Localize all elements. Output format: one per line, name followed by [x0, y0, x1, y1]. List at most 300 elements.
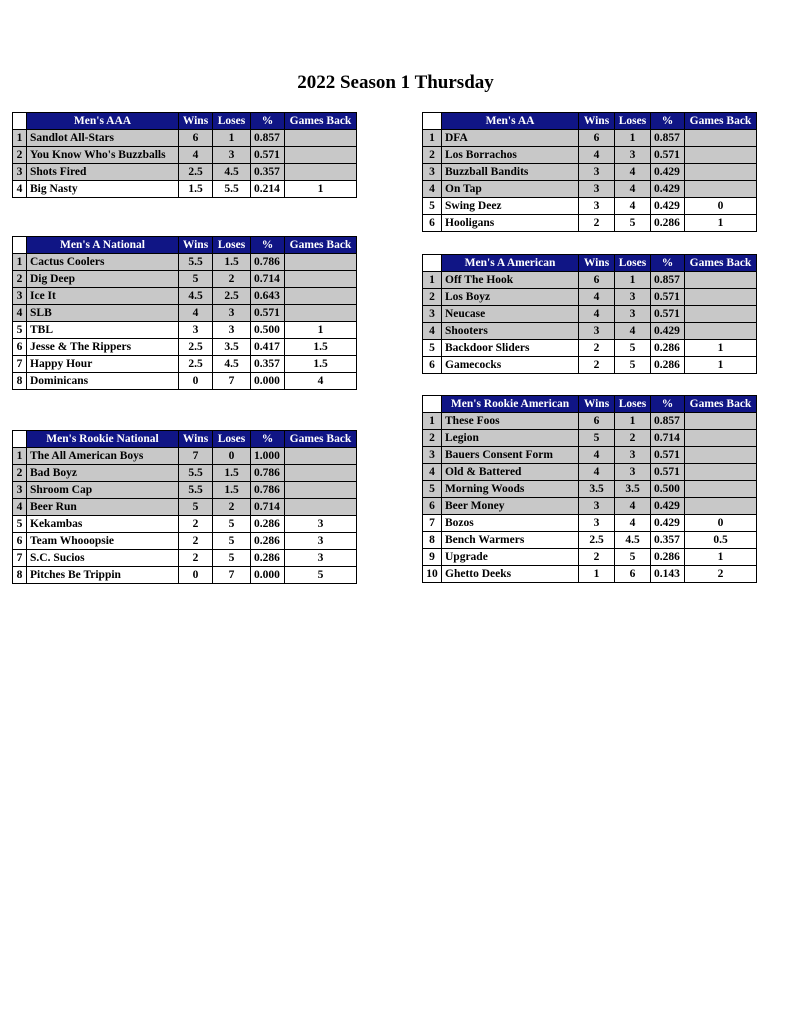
games-back-cell: 1 — [685, 215, 757, 232]
table-row — [13, 147, 357, 164]
loses-cell: 3 — [213, 322, 251, 339]
games-back-cell — [685, 164, 757, 181]
standings-table-mens-rookie-american — [422, 395, 757, 583]
loses-cell: 7 — [213, 373, 251, 390]
games-back-cell: 1 — [685, 357, 757, 374]
games-back-cell: 1 — [685, 340, 757, 357]
loses-cell: 3 — [213, 147, 251, 164]
pct-header: % — [251, 237, 285, 254]
team-name-cell: Ice It — [27, 288, 179, 305]
rank-header — [423, 255, 442, 272]
rank-cell: 3 — [13, 482, 27, 499]
team-name-cell: S.C. Sucios — [27, 550, 179, 567]
games-back-cell — [285, 254, 357, 271]
division-name: Men's Rookie American — [442, 396, 579, 413]
loses-cell: 4 — [615, 198, 651, 215]
pct-cell: 0.571 — [651, 289, 685, 306]
games-back-cell — [285, 130, 357, 147]
pct-cell: 0.143 — [651, 566, 685, 583]
pct-cell: 0.286 — [651, 357, 685, 374]
pct-cell: 0.417 — [251, 339, 285, 356]
games-back-cell: 1 — [685, 549, 757, 566]
loses-cell: 1 — [615, 130, 651, 147]
rank-header — [13, 431, 27, 448]
games-back-cell: 3 — [285, 533, 357, 550]
division-name: Men's A National — [27, 237, 179, 254]
pct-cell: 0.643 — [251, 288, 285, 305]
wins-cell: 3 — [579, 323, 615, 340]
wins-cell: 5.5 — [179, 254, 213, 271]
pct-header: % — [651, 255, 685, 272]
wins-header: Wins — [579, 113, 615, 130]
table-row — [13, 164, 357, 181]
rank-cell: 3 — [13, 164, 27, 181]
pct-cell: 0.000 — [251, 373, 285, 390]
wins-cell: 1.5 — [179, 181, 213, 198]
loses-cell: 3 — [615, 147, 651, 164]
wins-cell: 6 — [179, 130, 213, 147]
wins-header: Wins — [179, 431, 213, 448]
wins-cell: 2 — [579, 549, 615, 566]
pct-header: % — [651, 396, 685, 413]
wins-cell: 4 — [579, 464, 615, 481]
team-name-cell: Team Whooopsie — [27, 533, 179, 550]
loses-cell: 5 — [213, 550, 251, 567]
loses-cell: 4 — [615, 164, 651, 181]
games-back-cell — [685, 323, 757, 340]
team-name-cell: Bad Boyz — [27, 465, 179, 482]
loses-header: Loses — [213, 431, 251, 448]
pct-cell: 0.429 — [651, 198, 685, 215]
loses-header: Loses — [615, 255, 651, 272]
table-header-row — [13, 113, 357, 130]
rank-cell: 8 — [13, 567, 27, 584]
table-row — [423, 413, 757, 430]
wins-cell: 2 — [179, 550, 213, 567]
table-row — [13, 305, 357, 322]
games-back-cell: 3 — [285, 516, 357, 533]
rank-cell: 7 — [423, 515, 442, 532]
pct-cell: 0.429 — [651, 515, 685, 532]
team-name-cell: On Tap — [442, 181, 579, 198]
wins-cell: 6 — [579, 130, 615, 147]
pct-cell: 0.571 — [651, 464, 685, 481]
team-name-cell: Dig Deep — [27, 271, 179, 288]
table-row — [13, 130, 357, 147]
team-name-cell: Beer Money — [442, 498, 579, 515]
table-row — [423, 481, 757, 498]
loses-cell: 4 — [615, 181, 651, 198]
rank-cell: 4 — [423, 323, 442, 340]
table-row — [423, 130, 757, 147]
team-name-cell: Swing Deez — [442, 198, 579, 215]
loses-cell: 5 — [615, 549, 651, 566]
rank-cell: 4 — [13, 305, 27, 322]
wins-cell: 2 — [579, 357, 615, 374]
table-row — [423, 147, 757, 164]
wins-cell: 4 — [579, 447, 615, 464]
games-back-cell: 1 — [285, 322, 357, 339]
standings-table-mens-aa — [422, 112, 757, 232]
rank-cell: 4 — [13, 181, 27, 198]
loses-header: Loses — [615, 396, 651, 413]
games-back-header: Games Back — [285, 237, 357, 254]
rank-cell: 6 — [423, 357, 442, 374]
team-name-cell: TBL — [27, 322, 179, 339]
wins-cell: 0 — [179, 373, 213, 390]
rank-cell: 2 — [13, 271, 27, 288]
pct-cell: 0.286 — [651, 215, 685, 232]
wins-cell: 6 — [579, 272, 615, 289]
games-back-cell: 3 — [285, 550, 357, 567]
pct-cell: 0.786 — [251, 465, 285, 482]
games-back-cell — [285, 499, 357, 516]
table-row — [13, 550, 357, 567]
team-name-cell: Bauers Consent Form — [442, 447, 579, 464]
table-header-row — [423, 255, 757, 272]
team-name-cell: You Know Who's Buzzballs — [27, 147, 179, 164]
games-back-cell — [285, 147, 357, 164]
wins-header: Wins — [179, 113, 213, 130]
games-back-cell — [285, 482, 357, 499]
games-back-header: Games Back — [685, 113, 757, 130]
table-row — [13, 339, 357, 356]
rank-cell: 5 — [423, 198, 442, 215]
loses-cell: 5 — [213, 533, 251, 550]
wins-cell: 3 — [579, 164, 615, 181]
loses-cell: 0 — [213, 448, 251, 465]
team-name-cell: Cactus Coolers — [27, 254, 179, 271]
pct-cell: 0.786 — [251, 254, 285, 271]
loses-cell: 1 — [615, 272, 651, 289]
games-back-cell — [685, 130, 757, 147]
loses-cell: 2.5 — [213, 288, 251, 305]
division-name: Men's Rookie National — [27, 431, 179, 448]
team-name-cell: DFA — [442, 130, 579, 147]
games-back-cell: 0 — [685, 515, 757, 532]
pct-cell: 0.000 — [251, 567, 285, 584]
rank-cell: 1 — [423, 413, 442, 430]
wins-cell: 4 — [579, 147, 615, 164]
loses-cell: 3 — [615, 289, 651, 306]
pct-cell: 0.786 — [251, 482, 285, 499]
rank-header — [13, 237, 27, 254]
games-back-cell — [285, 465, 357, 482]
pct-cell: 0.571 — [651, 447, 685, 464]
games-back-cell — [685, 430, 757, 447]
rank-cell: 1 — [13, 254, 27, 271]
games-back-cell — [685, 272, 757, 289]
rank-header — [423, 113, 442, 130]
rank-cell: 6 — [423, 498, 442, 515]
games-back-cell: 2 — [685, 566, 757, 583]
table-row — [423, 272, 757, 289]
rank-cell: 8 — [13, 373, 27, 390]
loses-cell: 4 — [615, 515, 651, 532]
standings-table-mens-aaa — [12, 112, 357, 198]
table-row — [13, 533, 357, 550]
division-name: Men's AA — [442, 113, 579, 130]
rank-cell: 5 — [423, 340, 442, 357]
wins-cell: 1 — [579, 566, 615, 583]
rank-cell: 3 — [13, 288, 27, 305]
pct-cell: 0.857 — [651, 272, 685, 289]
games-back-cell — [685, 306, 757, 323]
rank-cell: 5 — [423, 481, 442, 498]
team-name-cell: Sandlot All-Stars — [27, 130, 179, 147]
team-name-cell: Upgrade — [442, 549, 579, 566]
page-title: 2022 Season 1 Thursday — [297, 72, 494, 93]
table-row — [423, 447, 757, 464]
wins-cell: 6 — [579, 413, 615, 430]
pct-cell: 0.500 — [251, 322, 285, 339]
table-header-row — [13, 237, 357, 254]
team-name-cell: Los Boyz — [442, 289, 579, 306]
rank-cell: 6 — [423, 215, 442, 232]
team-name-cell: Bozos — [442, 515, 579, 532]
pct-cell: 0.357 — [651, 532, 685, 549]
wins-cell: 5 — [179, 271, 213, 288]
games-back-cell — [685, 289, 757, 306]
pct-cell: 0.571 — [251, 147, 285, 164]
rank-cell: 2 — [13, 465, 27, 482]
pct-cell: 0.286 — [251, 516, 285, 533]
wins-cell: 2.5 — [179, 164, 213, 181]
rank-cell: 4 — [13, 499, 27, 516]
loses-cell: 3.5 — [213, 339, 251, 356]
team-name-cell: Bench Warmers — [442, 532, 579, 549]
wins-header: Wins — [579, 396, 615, 413]
team-name-cell: Shooters — [442, 323, 579, 340]
loses-cell: 4 — [615, 323, 651, 340]
table-row — [13, 373, 357, 390]
table-row — [423, 181, 757, 198]
pct-cell: 0.286 — [251, 533, 285, 550]
games-back-cell: 5 — [285, 567, 357, 584]
pct-cell: 0.286 — [651, 340, 685, 357]
table-header-row — [13, 431, 357, 448]
games-back-cell: 1 — [285, 181, 357, 198]
games-back-header: Games Back — [685, 255, 757, 272]
games-back-cell — [285, 288, 357, 305]
standings-table-mens-a-american — [422, 254, 757, 374]
wins-cell: 5 — [579, 430, 615, 447]
wins-cell: 4 — [179, 147, 213, 164]
table-row — [423, 164, 757, 181]
team-name-cell: Neucase — [442, 306, 579, 323]
pct-header: % — [251, 431, 285, 448]
team-name-cell: These Foos — [442, 413, 579, 430]
pct-cell: 0.857 — [651, 130, 685, 147]
games-back-cell — [685, 447, 757, 464]
wins-cell: 4 — [179, 305, 213, 322]
table-row — [423, 289, 757, 306]
rank-cell: 9 — [423, 549, 442, 566]
table-row — [423, 498, 757, 515]
rank-cell: 7 — [13, 356, 27, 373]
table-row — [423, 357, 757, 374]
table-row — [423, 532, 757, 549]
loses-cell: 4 — [615, 498, 651, 515]
rank-cell: 4 — [423, 181, 442, 198]
rank-cell: 2 — [423, 147, 442, 164]
games-back-header: Games Back — [285, 431, 357, 448]
team-name-cell: Pitches Be Trippin — [27, 567, 179, 584]
wins-cell: 3 — [579, 198, 615, 215]
rank-cell: 3 — [423, 164, 442, 181]
rank-header — [423, 396, 442, 413]
wins-cell: 4 — [579, 306, 615, 323]
table-row — [423, 464, 757, 481]
rank-cell: 1 — [423, 272, 442, 289]
table-row — [13, 271, 357, 288]
wins-cell: 5 — [179, 499, 213, 516]
games-back-cell — [285, 164, 357, 181]
team-name-cell: Beer Run — [27, 499, 179, 516]
table-row — [13, 254, 357, 271]
table-row — [13, 288, 357, 305]
pct-header: % — [251, 113, 285, 130]
team-name-cell: Dominicans — [27, 373, 179, 390]
loses-cell: 5 — [213, 516, 251, 533]
rank-cell: 8 — [423, 532, 442, 549]
loses-cell: 7 — [213, 567, 251, 584]
table-row — [423, 306, 757, 323]
table-row — [423, 515, 757, 532]
wins-cell: 5.5 — [179, 465, 213, 482]
wins-cell: 2.5 — [179, 339, 213, 356]
pct-cell: 0.714 — [251, 499, 285, 516]
wins-cell: 4 — [579, 289, 615, 306]
table-row — [13, 516, 357, 533]
pct-cell: 0.286 — [651, 549, 685, 566]
team-name-cell: Old & Battered — [442, 464, 579, 481]
team-name-cell: Gamecocks — [442, 357, 579, 374]
team-name-cell: Buzzball Bandits — [442, 164, 579, 181]
division-name: Men's AAA — [27, 113, 179, 130]
rank-cell: 2 — [423, 289, 442, 306]
rank-cell: 4 — [423, 464, 442, 481]
division-name: Men's A American — [442, 255, 579, 272]
pct-header: % — [651, 113, 685, 130]
wins-cell: 2.5 — [179, 356, 213, 373]
table-row — [423, 549, 757, 566]
pct-cell: 0.357 — [251, 356, 285, 373]
loses-header: Loses — [213, 113, 251, 130]
pct-cell: 0.286 — [251, 550, 285, 567]
loses-header: Loses — [213, 237, 251, 254]
table-row — [13, 448, 357, 465]
table-row — [423, 340, 757, 357]
loses-cell: 3 — [615, 306, 651, 323]
rank-cell: 2 — [423, 430, 442, 447]
rank-cell: 3 — [423, 447, 442, 464]
team-name-cell: SLB — [27, 305, 179, 322]
team-name-cell: Morning Woods — [442, 481, 579, 498]
wins-cell: 3 — [579, 498, 615, 515]
loses-cell: 2 — [615, 430, 651, 447]
games-back-cell: 1.5 — [285, 356, 357, 373]
games-back-cell — [285, 271, 357, 288]
loses-cell: 3 — [615, 464, 651, 481]
loses-cell: 5 — [615, 357, 651, 374]
loses-cell: 5 — [615, 340, 651, 357]
games-back-cell — [685, 498, 757, 515]
table-row — [13, 482, 357, 499]
loses-cell: 4.5 — [615, 532, 651, 549]
loses-cell: 1 — [615, 413, 651, 430]
table-row — [13, 465, 357, 482]
games-back-cell: 1.5 — [285, 339, 357, 356]
rank-cell: 6 — [13, 533, 27, 550]
rank-cell: 2 — [13, 147, 27, 164]
team-name-cell: Off The Hook — [442, 272, 579, 289]
games-back-cell — [285, 448, 357, 465]
pct-cell: 0.714 — [251, 271, 285, 288]
wins-cell: 3 — [579, 515, 615, 532]
pct-cell: 0.429 — [651, 498, 685, 515]
team-name-cell: The All American Boys — [27, 448, 179, 465]
wins-cell: 5.5 — [179, 482, 213, 499]
wins-cell: 7 — [179, 448, 213, 465]
wins-cell: 2 — [179, 533, 213, 550]
loses-cell: 5 — [615, 215, 651, 232]
table-row — [423, 566, 757, 583]
team-name-cell: Hooligans — [442, 215, 579, 232]
table-row — [13, 499, 357, 516]
team-name-cell: Kekambas — [27, 516, 179, 533]
pct-cell: 0.714 — [651, 430, 685, 447]
games-back-header: Games Back — [285, 113, 357, 130]
loses-cell: 4.5 — [213, 164, 251, 181]
wins-cell: 3.5 — [579, 481, 615, 498]
table-row — [13, 181, 357, 198]
wins-cell: 2.5 — [579, 532, 615, 549]
pct-cell: 0.500 — [651, 481, 685, 498]
loses-cell: 4.5 — [213, 356, 251, 373]
rank-cell: 10 — [423, 566, 442, 583]
team-name-cell: Ghetto Deeks — [442, 566, 579, 583]
table-row — [13, 356, 357, 373]
rank-cell: 1 — [423, 130, 442, 147]
loses-cell: 3 — [615, 447, 651, 464]
pct-cell: 0.571 — [651, 306, 685, 323]
team-name-cell: Shots Fired — [27, 164, 179, 181]
wins-header: Wins — [179, 237, 213, 254]
loses-cell: 3.5 — [615, 481, 651, 498]
loses-cell: 1.5 — [213, 465, 251, 482]
loses-cell: 2 — [213, 271, 251, 288]
loses-header: Loses — [615, 113, 651, 130]
loses-cell: 1.5 — [213, 482, 251, 499]
games-back-cell — [685, 181, 757, 198]
team-name-cell: Shroom Cap — [27, 482, 179, 499]
loses-cell: 2 — [213, 499, 251, 516]
wins-cell: 3 — [579, 181, 615, 198]
rank-cell: 5 — [13, 322, 27, 339]
pct-cell: 0.429 — [651, 323, 685, 340]
games-back-cell — [685, 481, 757, 498]
pct-cell: 0.214 — [251, 181, 285, 198]
rank-cell: 1 — [13, 130, 27, 147]
wins-cell: 0 — [179, 567, 213, 584]
team-name-cell: Big Nasty — [27, 181, 179, 198]
pct-cell: 0.429 — [651, 164, 685, 181]
games-back-cell — [685, 413, 757, 430]
games-back-cell — [685, 147, 757, 164]
rank-cell: 3 — [423, 306, 442, 323]
games-back-cell — [685, 464, 757, 481]
